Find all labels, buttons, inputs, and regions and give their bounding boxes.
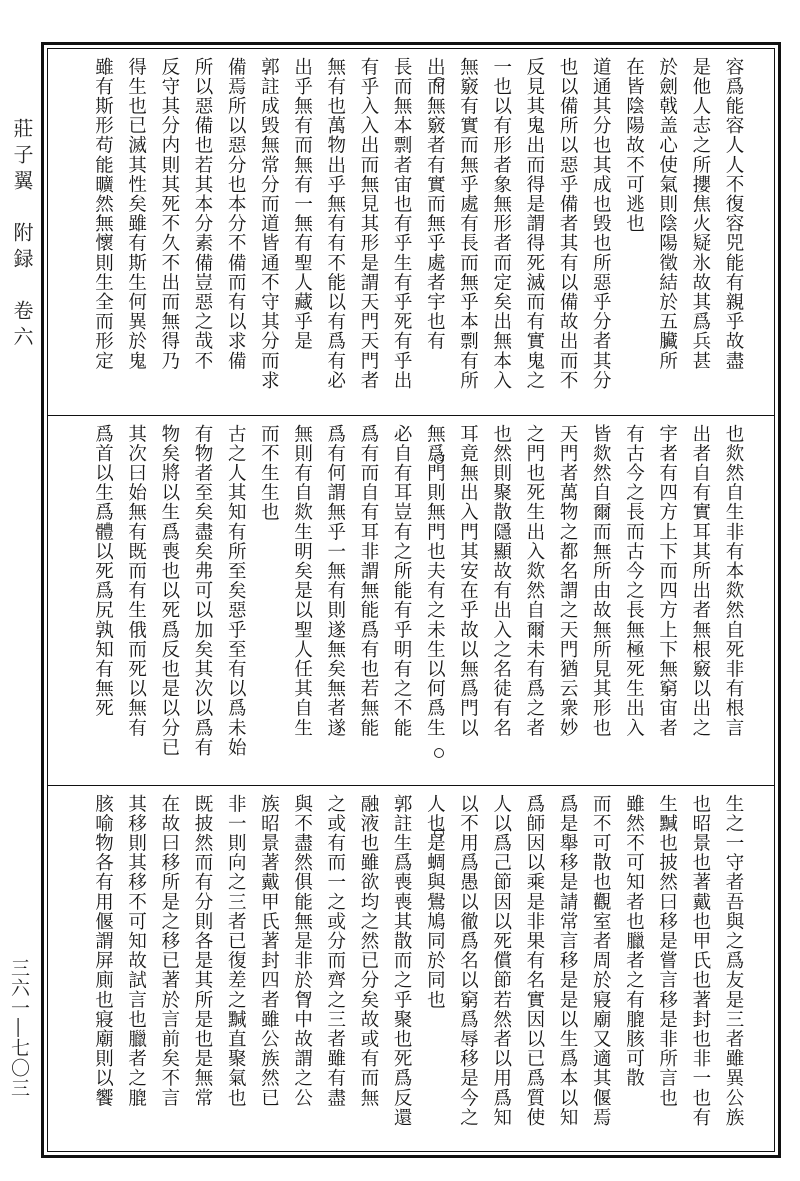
text-column: 爲有何謂無乎一無有則遂無矣無者遂 [324,424,346,738]
section-marker [434,748,444,758]
text-column: 也然則聚散隱顯故有出入之名徒有名 [490,424,512,738]
text-column: 道通其分也其成也毁也所惡乎分者其分 [590,57,612,391]
text-column: 爲師因以乘是非果有名實因以已爲質使 [523,794,545,1128]
text-column: 天門者萬物之都名謂之天門猶云衆妙 [557,424,579,738]
text-column: 無有也萬物出乎無有有不能以有爲有必 [324,57,346,391]
text-column: 在故曰移所是之移已著於言前矣不言 [158,794,180,1108]
text-column: 得生也已滅其性矣雖有斯生何異於鬼 [125,57,147,371]
text-column: 出者自有實耳其所出者無根竅以出之 [689,424,711,738]
text-section-top [48,49,774,416]
text-column: 生之一守者吾與之爲友是三者雖異公族 [723,794,744,1128]
text-column: 郭註成毁無常分而道皆通不守其分而求 [258,57,280,391]
text-column: 既披然而有分則各是其所是也是無常 [192,794,213,1108]
text-column: 也欻然自生非有本欻然自死非有根言 [723,424,744,738]
text-column: 出乎無有而無有一無有聖人藏乎是 [291,57,313,351]
text-column: 其移則其移不可知故試言也臘者之膍 [125,794,147,1108]
text-column: 胲喻物各有用偃謂屏廁也寢廟則以饗 [92,794,114,1108]
text-column: 一也以有形者象無形者而定矣出無本入 [490,57,512,391]
section-marker [434,454,444,464]
text-column: 於劍戟盖心使氣則陰陽徵結於五臟所 [656,57,678,371]
text-column: 而不可散也觀室者周於寢廟又適其偃焉 [590,794,612,1128]
text-column: 雖有斯形苟能曠然無懷則生全而形定 [92,57,114,371]
text-column: 宇者有四方上下而四方上下無窮宙者 [656,424,678,738]
text-column: 而不生生也 [258,424,280,522]
text-column: 反見其鬼出而得是謂得死滅而有實鬼之 [523,57,545,391]
text-column: 爲首以生爲體以死爲尻孰知有無死 [92,424,114,718]
text-column: 郭註生爲喪喪其散而之乎聚也死爲反還 [391,794,413,1128]
text-section-middle [48,416,774,786]
text-column: 之門也死生出入欻然自爾未有爲之者 [523,424,545,738]
text-column: 非一則向之三者已復差之黬直聚氣也 [225,794,247,1108]
text-column: 有物者至矣盡矣弗可以加矣其次以爲有 [192,424,213,758]
text-column: 人以爲己節因以死償節若然者以用爲知 [490,794,512,1128]
section-marker [434,828,444,838]
text-column: 有乎入入出而無見其形是謂天門天門者 [357,57,379,391]
text-column: 爲有而自有耳非謂無能爲有也若無能 [357,424,379,738]
text-column: 長而無本剽者宙也有乎生有乎死有乎出 [391,57,413,391]
column-group [86,794,750,1153]
text-column: 在皆陰陽故不可逃也 [623,57,645,234]
column-group [86,57,750,409]
text-column: 生黬也披然曰移是嘗言移是非所言也 [656,794,678,1108]
text-column: 有古今之長而古今之長無極死生出入 [623,424,645,738]
text-column: 無爲門則無門也夫有之未生以何爲生 [424,424,446,738]
text-column: 雖然不可知者也臘者之有膍胲可散 [623,794,645,1088]
text-column: 也以備所以惡乎備者其有以備故出而不 [557,57,579,391]
section-marker [434,77,444,87]
text-column: 族昭景著戴甲氏著封四者雖公族然已 [258,794,280,1108]
page-number: 三六一―七〇三 [8,958,30,1098]
text-column: 與不盡然俱能無是非於胷中故謂之公 [291,794,313,1108]
text-column: 所以惡備也若其本分素備豈惡之哉不 [192,57,213,371]
text-column: 是他人志之所攖焦火疑氷故其爲兵甚 [689,57,711,371]
book-title-strip: 莊子翼 附録 卷六 [10,118,34,352]
text-column: 人也是蜩與鷽鳩同於同也 [424,794,446,1010]
text-column: 備焉所以惡分也本分不備而有以求備 [225,57,247,371]
text-column: 無則有自欻生明矣是以聖人任其自生 [291,424,313,738]
text-column: 出而無竅者有實而無乎處者宇也有 [424,57,446,351]
text-column: 融液也雖欲均之然已分矣故或有而無 [357,794,379,1108]
text-column: 也昭景也著戴也甲氏也著封也非一也有 [689,794,711,1128]
column-group [86,424,750,779]
text-block [47,48,775,1152]
text-section-bottom [48,786,774,1159]
text-column: 皆欻然自爾而無所由故無所見其形也 [590,424,612,738]
page-frame [41,42,781,1158]
text-column: 反守其分内則其死不久不出而無得乃 [158,57,180,371]
text-column: 必自有耳豈有之所能有乎明有之不能 [391,424,413,738]
text-column: 其次曰始無有既而有生俄而死以無有 [125,424,147,738]
text-column: 容爲能容人人不復容兕能有親乎故盡 [723,57,744,371]
text-column: 之或有而一之或分而齊之三者雖有盡 [324,794,346,1108]
text-column: 古之人其知有所至矣惡乎至有以爲未始 [225,424,247,758]
text-column: 耳竟無出入門其安在乎故以無爲門以 [457,424,479,738]
text-column: 無竅有實而無乎處有長而無乎本剽有所 [457,57,479,391]
text-column: 爲是舉移是請常言移是是以生爲本以知 [557,794,579,1128]
text-column: 以不用爲愚以徹爲名以窮爲辱移是今之 [457,794,479,1128]
text-column: 物矣將以生爲喪也以死爲反也是以分已 [158,424,180,758]
